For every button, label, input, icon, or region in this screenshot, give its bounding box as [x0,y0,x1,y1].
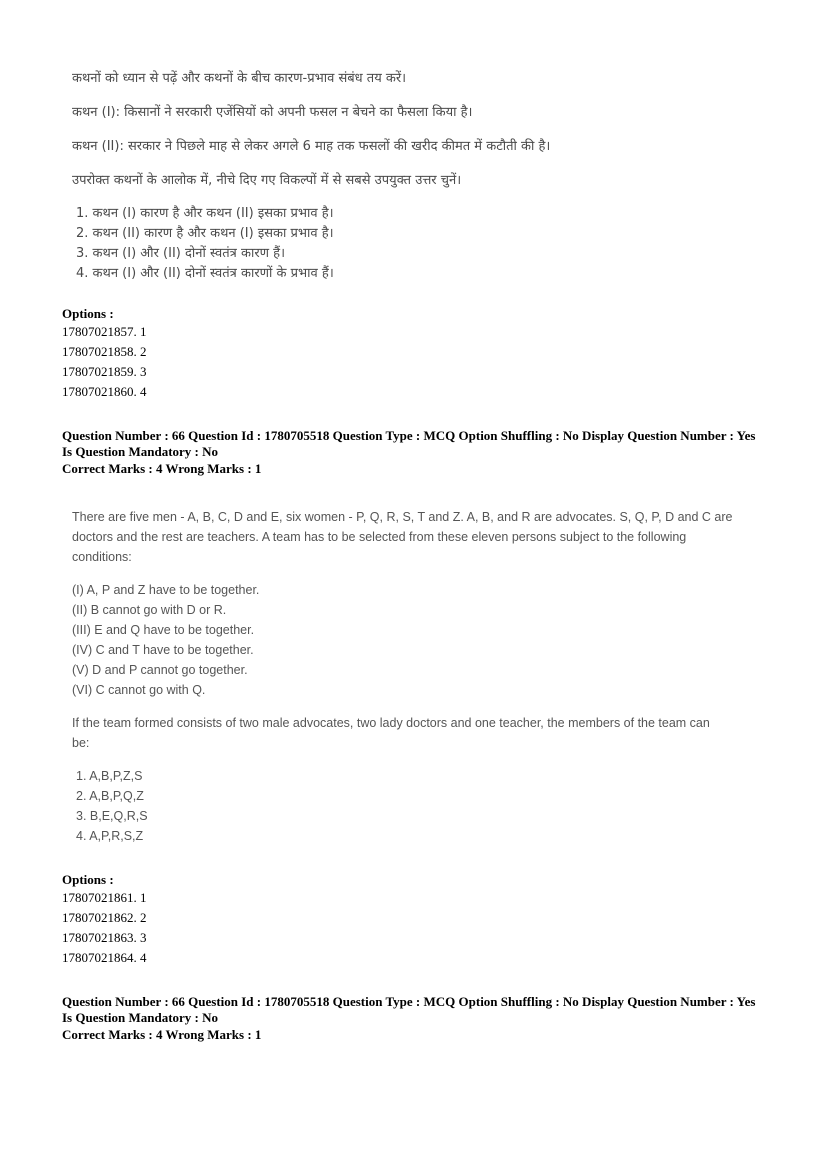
option-item: 17807021862. 2 [62,910,147,925]
option-item: 17807021864. 4 [62,950,147,965]
condition-item: (VI) C cannot go with Q. [72,683,206,697]
question-text-line: conditions: [72,550,132,564]
condition-item: (V) D and P cannot go together. [72,663,248,677]
question-meta: Question Number : 66 Question Id : 1780705518 Question Type : MCQ Option Shuffling : No Display Question Number : Yes [62,994,756,1009]
instruction-text: कथनों को ध्यान से पढ़ें और कथनों के बीच कारण-प्रभाव संबंध तय करें। [72,71,407,86]
option-item: 17807021861. 1 [62,890,147,905]
option-item: 17807021863. 3 [62,930,147,945]
question-mandatory: Is Question Mandatory : No [62,1010,219,1025]
choice-item: 1. कथन (I) कारण है और कथन (II) इसका प्रभाव है। [76,206,334,221]
choice-item: 4. कथन (I) और (II) दोनों स्वतंत्र कारणों के प्रभाव हैं। [76,266,334,281]
choice-item: 3. कथन (I) और (II) दोनों स्वतंत्र कारण हैं। [76,246,285,261]
condition-item: (II) B cannot go with D or R. [72,603,227,617]
condition-item: (IV) C and T have to be together. [72,643,254,657]
question-mandatory: Is Question Mandatory : No [62,444,219,459]
choice-item: 3. B,E,Q,R,S [76,809,148,823]
choice-item: 2. कथन (II) कारण है और कथन (I) इसका प्रभाव है। [76,226,334,241]
options-label: Options : [62,306,114,321]
prompt-text: उपरोक्त कथनों के आलोक में, नीचे दिए गए विकल्पों में से सबसे उपयुक्त उत्तर चुनें। [72,173,462,188]
choice-item: 1. A,B,P,Z,S [76,769,143,783]
condition-item: (III) E and Q have to be together. [72,623,255,637]
options-label: Options : [62,872,114,887]
option-item: 17807021858. 2 [62,344,147,359]
statement-1: कथन (I): किसानों ने सरकारी एजेंसियों को अपनी फसल न बेचने का फैसला किया है। [72,105,473,120]
question-marks: Correct Marks : 4 Wrong Marks : 1 [62,461,262,476]
question-text-line: There are five men - A, B, C, D and E, six women - P, Q, R, S, T and Z. A, B, and R are advocates. S, Q, P, D and C are [72,510,733,524]
choice-item: 4. A,P,R,S,Z [76,829,144,843]
question-prompt-line: If the team formed consists of two male advocates, two lady doctors and one teacher, the members of the team can [72,716,710,730]
choice-item: 2. A,B,P,Q,Z [76,789,144,803]
option-item: 17807021859. 3 [62,364,147,379]
question-text-line: doctors and the rest are teachers. A team has to be selected from these eleven persons subject to the following [72,530,687,544]
question-marks: Correct Marks : 4 Wrong Marks : 1 [62,1027,262,1042]
statement-2: कथन (II): सरकार ने पिछले माह से लेकर अगले 6 माह तक फसलों की खरीद कीमत में कटौती की है। [72,139,551,154]
question-meta: Question Number : 66 Question Id : 1780705518 Question Type : MCQ Option Shuffling : No Display Question Number : Yes [62,428,756,443]
option-item: 17807021860. 4 [62,384,147,399]
question-prompt-line: be: [72,736,90,750]
condition-item: (I) A, P and Z have to be together. [72,583,260,597]
option-item: 17807021857. 1 [62,324,147,339]
